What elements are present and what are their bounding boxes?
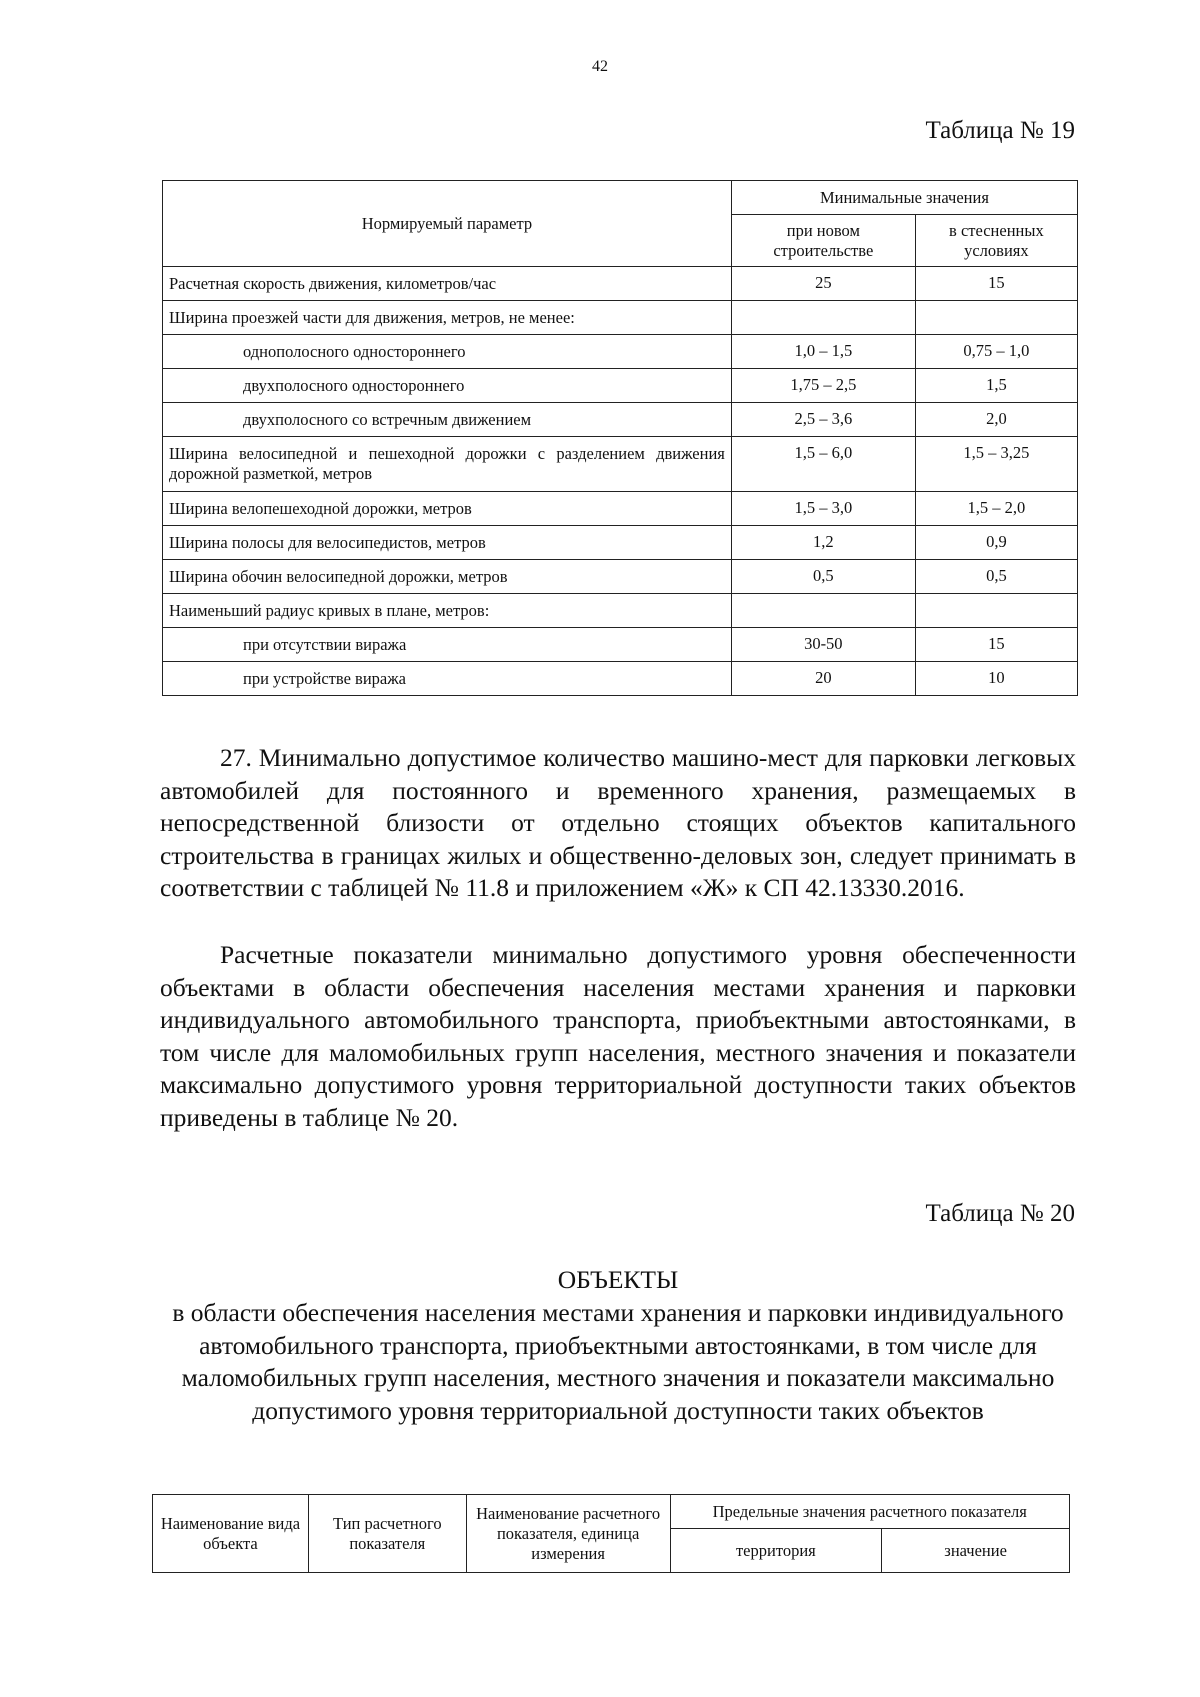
row-value-constrained: 10 <box>915 662 1077 696</box>
row-label: Ширина проезжей части для движения, метров, не менее: <box>163 301 732 335</box>
page-number: 42 <box>592 58 608 75</box>
row-value-new: 25 <box>731 267 915 301</box>
table-row <box>163 662 1078 696</box>
header-indicator-type: Тип расчетного показателя <box>308 1495 466 1573</box>
table-row <box>163 560 1078 594</box>
row-value-constrained <box>915 594 1077 628</box>
table-20-subtitle: в области обеспечения населения местами хранения и парковки индивидуального автомобильного транспорта, приобъектными автостоянками, в том числе для маломобильных групп населения, местного значения и показатели максимально допустимого уровня территориальной доступности таких объектов <box>172 1298 1064 1425</box>
row-value-new: 1,0 – 1,5 <box>731 335 915 369</box>
table-row <box>163 301 1078 335</box>
row-label: Ширина полосы для велосипедистов, метров <box>163 526 732 560</box>
paragraph-calc-indicators <box>160 939 1076 1134</box>
row-value-constrained <box>915 301 1077 335</box>
table-row <box>163 369 1078 403</box>
header-new-construction: при новом строительстве <box>731 215 915 267</box>
row-label: Наименьший радиус кривых в плане, метров: <box>163 594 732 628</box>
row-label: однополосного одностороннего <box>163 335 732 369</box>
table-row <box>163 267 1078 301</box>
table-row <box>163 403 1078 437</box>
row-label: Расчетная скорость движения, километров/час <box>163 267 732 301</box>
row-value-constrained: 1,5 – 2,0 <box>915 492 1077 526</box>
row-value-new: 1,75 – 2,5 <box>731 369 915 403</box>
header-value: значение <box>882 1529 1070 1573</box>
row-label: при устройстве виража <box>163 662 732 696</box>
row-label: при отсутствии виража <box>163 628 732 662</box>
row-value-constrained: 0,75 – 1,0 <box>915 335 1077 369</box>
header-param: Нормируемый параметр <box>163 181 732 267</box>
row-value-new: 30-50 <box>731 628 915 662</box>
row-value-constrained: 2,0 <box>915 403 1077 437</box>
row-value-constrained: 0,9 <box>915 526 1077 560</box>
row-value-constrained: 0,5 <box>915 560 1077 594</box>
row-value-new <box>731 594 915 628</box>
table-row <box>163 437 1078 492</box>
table-20-caption: Таблица № 20 <box>925 1200 1075 1227</box>
table-19-caption: Таблица № 19 <box>925 117 1075 144</box>
row-value-constrained: 15 <box>915 267 1077 301</box>
row-value-new: 20 <box>731 662 915 696</box>
table-row <box>163 526 1078 560</box>
table-20-title: ОБЪЕКТЫ <box>557 1265 679 1294</box>
row-value-new: 1,5 – 6,0 <box>731 437 915 492</box>
row-value-constrained: 1,5 <box>915 369 1077 403</box>
paragraph-27 <box>160 742 1076 905</box>
row-label: Ширина велопешеходной дорожки, метров <box>163 492 732 526</box>
paragraph-27-text: 27. Минимально допустимое количество машино-мест для парковки легковых автомобилей для постоянного и временного хранения, размещаемых в непосредственной близости от отдельно стоящих объектов капитального строительства в границах жилых и общественно-деловых зон, следует принимать в соответствии с таблицей № 11.8 и приложением «Ж» к СП 42.13330.2016. <box>160 743 1076 902</box>
paragraph-calc-text: Расчетные показатели минимально допустимого уровня обеспеченности объектами в области обеспечения населения местами хранения и парковки индивидуального автомобильного транспорта, приобъектными автостоянками, в том числе для маломобильных групп населения, местного значения и показатели максимально допустимого уровня территориальной доступности таких объектов приведены в таблице № 20. <box>160 940 1076 1132</box>
header-indicator-name: Наименование расчетного показателя, единица измерения <box>466 1495 670 1573</box>
row-label: Ширина велосипедной и пешеходной дорожки с разделением движения дорожной разметкой, метров <box>163 437 732 492</box>
row-value-new: 1,5 – 3,0 <box>731 492 915 526</box>
row-value-new: 2,5 – 3,6 <box>731 403 915 437</box>
row-value-constrained: 1,5 – 3,25 <box>915 437 1077 492</box>
row-value-new: 1,2 <box>731 526 915 560</box>
header-object-type: Наименование вида объекта <box>153 1495 309 1573</box>
row-label: двухполосного одностороннего <box>163 369 732 403</box>
header-limits: Предельные значения расчетного показателя <box>670 1495 1070 1529</box>
table-row <box>163 594 1078 628</box>
table-row <box>163 335 1078 369</box>
header-constrained: в стесненных условиях <box>915 215 1077 267</box>
header-min-values: Минимальные значения <box>731 181 1077 215</box>
table-row <box>163 492 1078 526</box>
row-label: двухполосного со встречным движением <box>163 403 732 437</box>
row-value-new: 0,5 <box>731 560 915 594</box>
row-label: Ширина обочин велосипедной дорожки, метров <box>163 560 732 594</box>
row-value-constrained: 15 <box>915 628 1077 662</box>
header-territory: территория <box>670 1529 882 1573</box>
table-row <box>163 628 1078 662</box>
table-19 <box>162 180 1078 696</box>
row-value-new <box>731 301 915 335</box>
table-20 <box>152 1494 1070 1573</box>
